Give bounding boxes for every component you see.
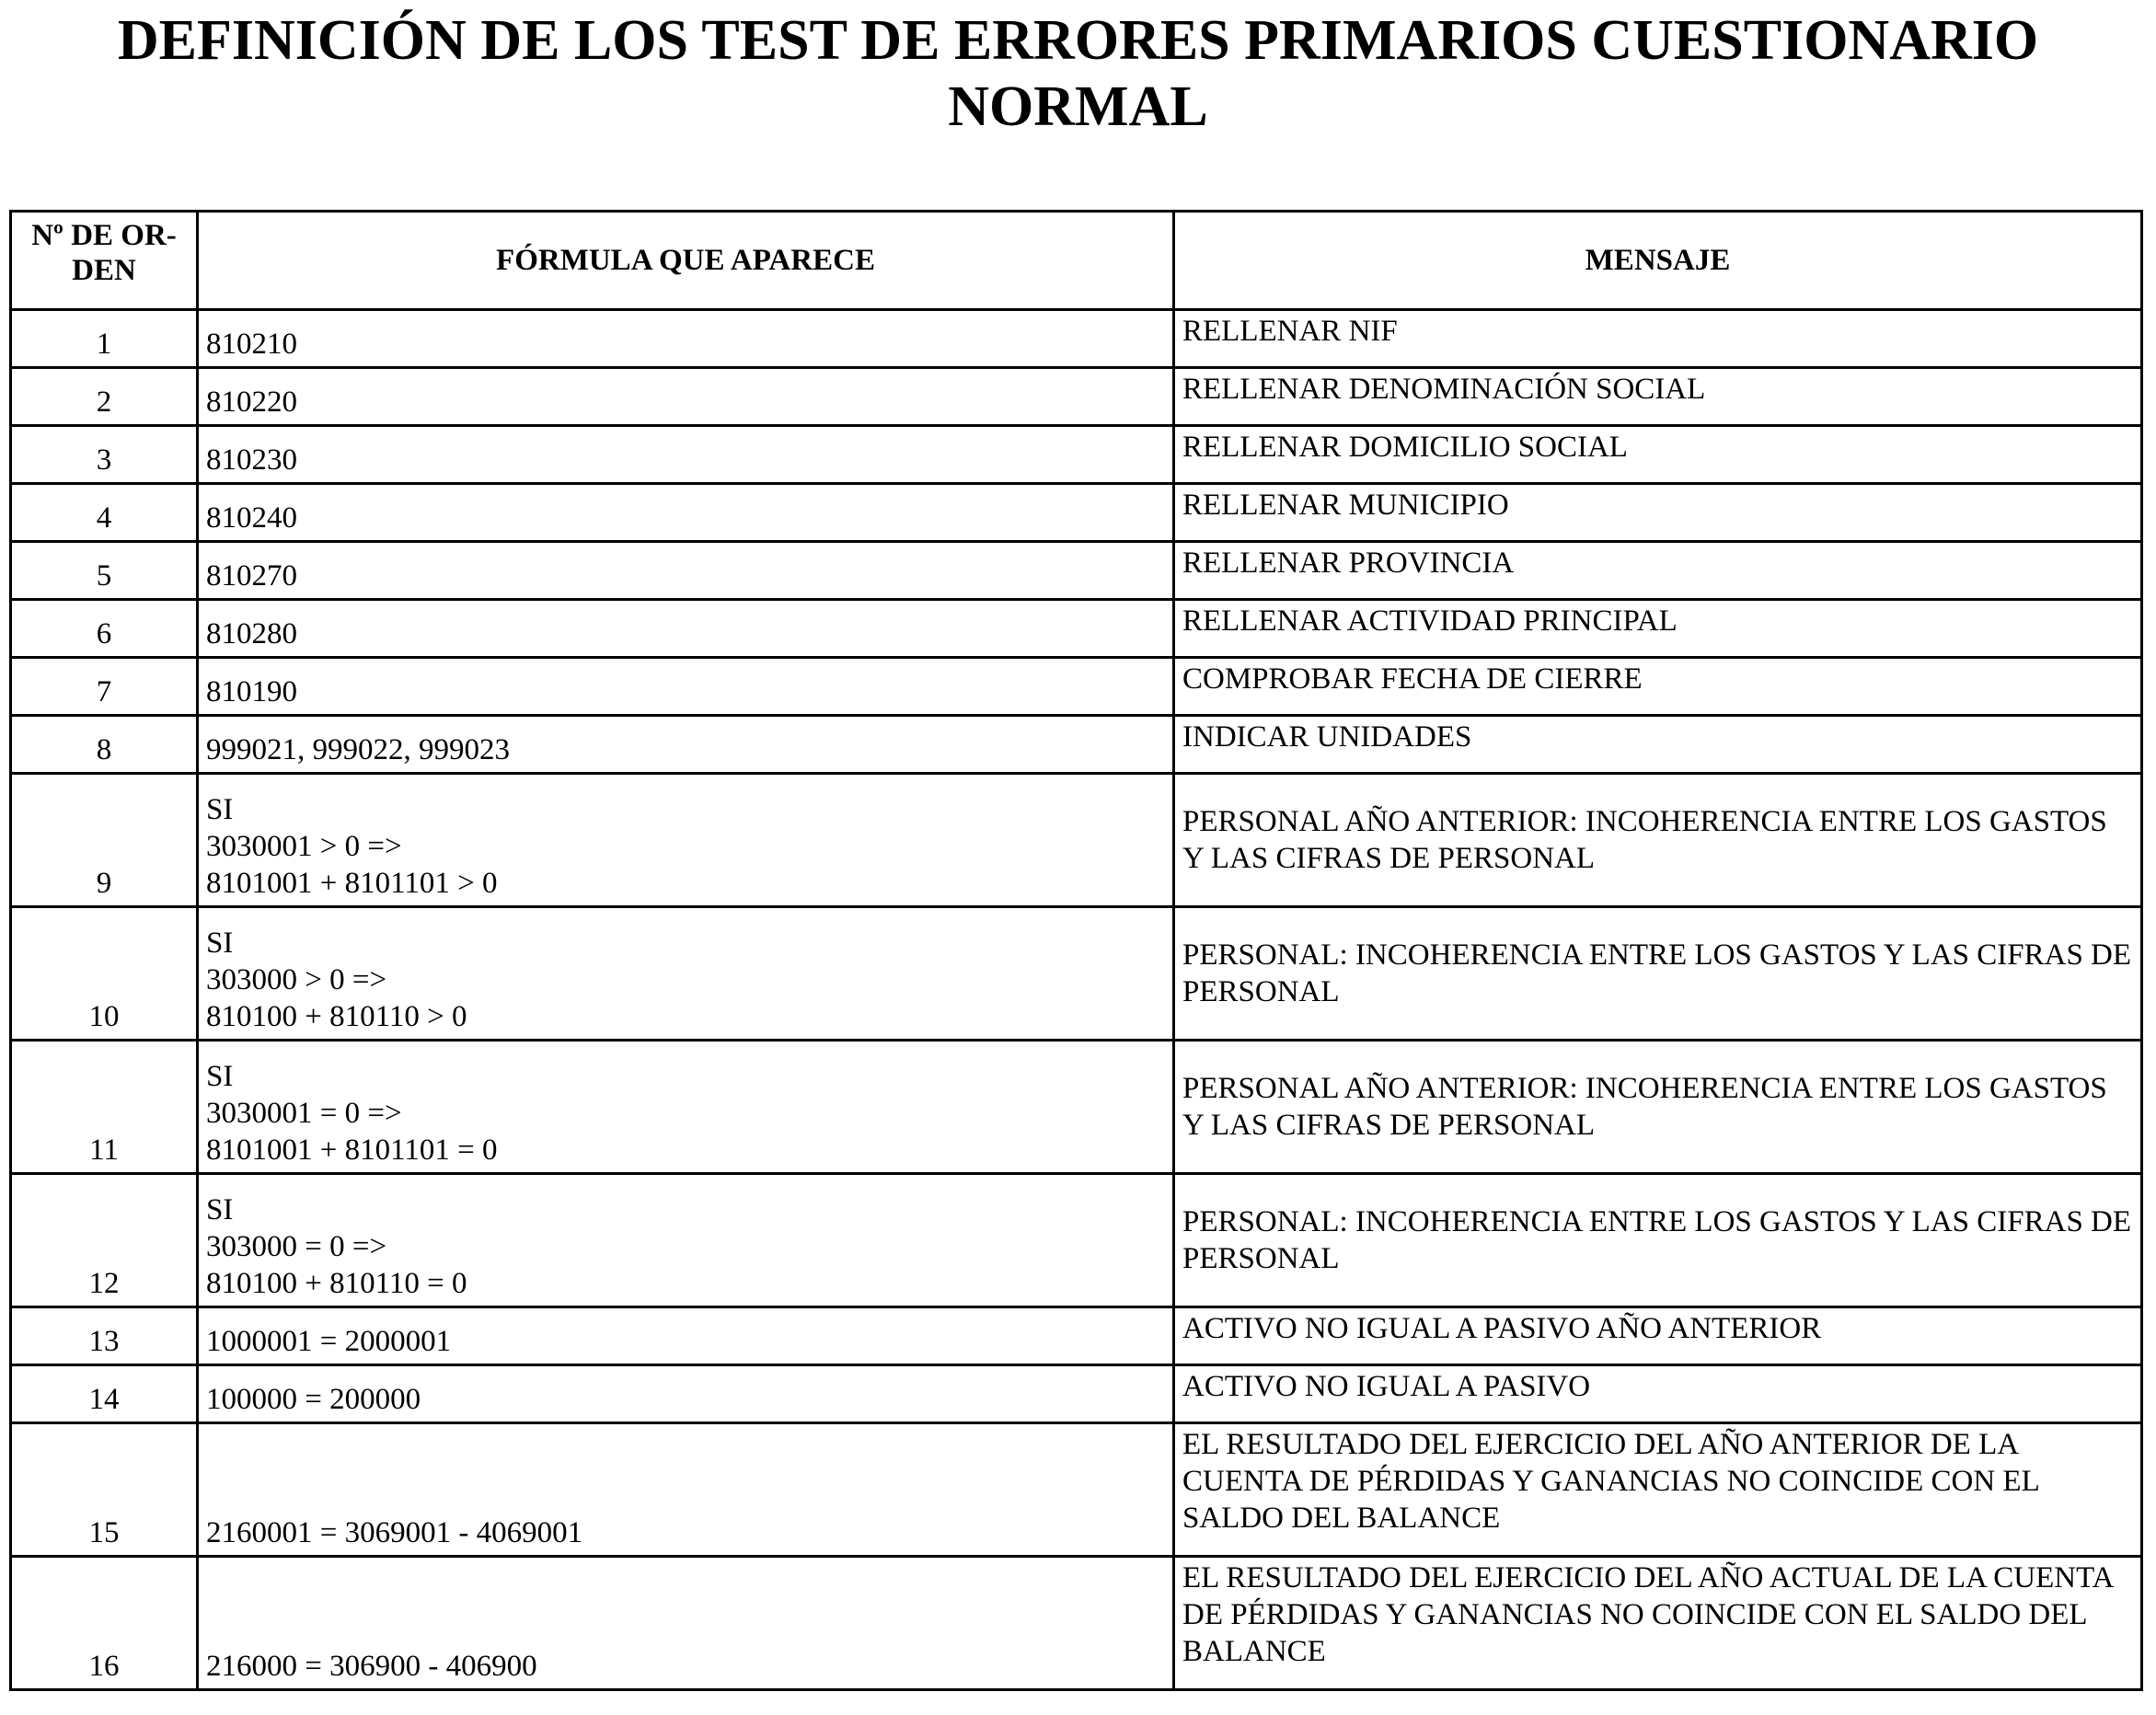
table-row bbox=[11, 774, 2142, 907]
message-cell: PERSONAL AÑO ANTERIOR: INCOHERENCIA ENTRE LOS GASTOS Y LAS CIFRAS DE PERSONAL bbox=[1174, 774, 2142, 907]
table-row bbox=[11, 1365, 2142, 1423]
message-cell: RELLENAR NIF bbox=[1174, 310, 2142, 368]
order-number-cell: 13 bbox=[11, 1307, 198, 1365]
page-title-line-1: DEFINICIÓN DE LOS TEST DE ERRORES PRIMARIOS CUESTIONARIO bbox=[117, 9, 2039, 72]
order-number-cell: 11 bbox=[11, 1041, 198, 1174]
table-row bbox=[11, 542, 2142, 600]
formula-cell: 1000001 = 2000001 bbox=[198, 1307, 1174, 1365]
message-cell: COMPROBAR FECHA DE CIERRE bbox=[1174, 658, 2142, 716]
table-row bbox=[11, 368, 2142, 426]
formula-cell: SI 303000 > 0 => 810100 + 810110 > 0 bbox=[198, 907, 1174, 1041]
table-row bbox=[11, 1041, 2142, 1174]
header-formula: FÓRMULA QUE APARECE bbox=[198, 212, 1174, 310]
message-cell: INDICAR UNIDADES bbox=[1174, 716, 2142, 774]
message-cell: ACTIVO NO IGUAL A PASIVO AÑO ANTERIOR bbox=[1174, 1307, 2142, 1365]
message-cell: PERSONAL: INCOHERENCIA ENTRE LOS GASTOS Y LAS CIFRAS DE PERSONAL bbox=[1174, 1174, 2142, 1307]
table-row bbox=[11, 658, 2142, 716]
table-row bbox=[11, 1557, 2142, 1690]
table-body bbox=[11, 310, 2142, 1690]
table-row bbox=[11, 907, 2142, 1041]
order-number-cell: 1 bbox=[11, 310, 198, 368]
table-row bbox=[11, 600, 2142, 658]
primary-errors-table bbox=[9, 210, 2143, 1691]
formula-cell: 2160001 = 3069001 - 4069001 bbox=[198, 1423, 1174, 1557]
formula-cell: 810210 bbox=[198, 310, 1174, 368]
order-number-cell: 2 bbox=[11, 368, 198, 426]
message-cell: PERSONAL: INCOHERENCIA ENTRE LOS GASTOS Y LAS CIFRAS DE PERSONAL bbox=[1174, 907, 2142, 1041]
formula-cell: 810190 bbox=[198, 658, 1174, 716]
message-cell: RELLENAR DOMICILIO SOCIAL bbox=[1174, 426, 2142, 484]
table-row bbox=[11, 484, 2142, 542]
message-cell: RELLENAR PROVINCIA bbox=[1174, 542, 2142, 600]
table-row bbox=[11, 1174, 2142, 1307]
order-number-cell: 8 bbox=[11, 716, 198, 774]
order-number-cell: 4 bbox=[11, 484, 198, 542]
order-number-cell: 3 bbox=[11, 426, 198, 484]
header-order-number: Nº DE OR- DEN bbox=[11, 212, 198, 310]
message-cell: RELLENAR MUNICIPIO bbox=[1174, 484, 2142, 542]
formula-cell: SI 3030001 > 0 => 8101001 + 8101101 > 0 bbox=[198, 774, 1174, 907]
formula-cell: 100000 = 200000 bbox=[198, 1365, 1174, 1423]
header-message: MENSAJE bbox=[1174, 212, 2142, 310]
message-cell: PERSONAL AÑO ANTERIOR: INCOHERENCIA ENTRE LOS GASTOS Y LAS CIFRAS DE PERSONAL bbox=[1174, 1041, 2142, 1174]
order-number-cell: 14 bbox=[11, 1365, 198, 1423]
formula-cell: 216000 = 306900 - 406900 bbox=[198, 1557, 1174, 1690]
order-number-cell: 16 bbox=[11, 1557, 198, 1690]
page-title-line-2: NORMAL bbox=[948, 75, 1208, 138]
order-number-cell: 12 bbox=[11, 1174, 198, 1307]
formula-cell: 810280 bbox=[198, 600, 1174, 658]
formula-cell: 810230 bbox=[198, 426, 1174, 484]
table-row bbox=[11, 310, 2142, 368]
table-row bbox=[11, 1423, 2142, 1557]
order-number-cell: 6 bbox=[11, 600, 198, 658]
order-number-cell: 5 bbox=[11, 542, 198, 600]
order-number-cell: 15 bbox=[11, 1423, 198, 1557]
message-cell: RELLENAR DENOMINACIÓN SOCIAL bbox=[1174, 368, 2142, 426]
formula-cell: SI 303000 = 0 => 810100 + 810110 = 0 bbox=[198, 1174, 1174, 1307]
page-title bbox=[0, 0, 2156, 140]
formula-cell: 810240 bbox=[198, 484, 1174, 542]
formula-cell: 810270 bbox=[198, 542, 1174, 600]
table-row bbox=[11, 1307, 2142, 1365]
formula-cell: SI 3030001 = 0 => 8101001 + 8101101 = 0 bbox=[198, 1041, 1174, 1174]
message-cell: RELLENAR ACTIVIDAD PRINCIPAL bbox=[1174, 600, 2142, 658]
order-number-cell: 10 bbox=[11, 907, 198, 1041]
message-cell: EL RESULTADO DEL EJERCICIO DEL AÑO ANTERIOR DE LA CUENTA DE PÉRDIDAS Y GANANCIAS NO COINCIDE CON EL SALDO DEL BALANCE bbox=[1174, 1423, 2142, 1557]
order-number-cell: 7 bbox=[11, 658, 198, 716]
message-cell: EL RESULTADO DEL EJERCICIO DEL AÑO ACTUAL DE LA CUENTA DE PÉRDIDAS Y GANANCIAS NO COINCIDE CON EL SALDO DEL BALANCE bbox=[1174, 1557, 2142, 1690]
table-row bbox=[11, 716, 2142, 774]
table-row bbox=[11, 426, 2142, 484]
formula-cell: 810220 bbox=[198, 368, 1174, 426]
message-cell: ACTIVO NO IGUAL A PASIVO bbox=[1174, 1365, 2142, 1423]
formula-cell: 999021, 999022, 999023 bbox=[198, 716, 1174, 774]
table-header-row bbox=[11, 212, 2142, 310]
order-number-cell: 9 bbox=[11, 774, 198, 907]
